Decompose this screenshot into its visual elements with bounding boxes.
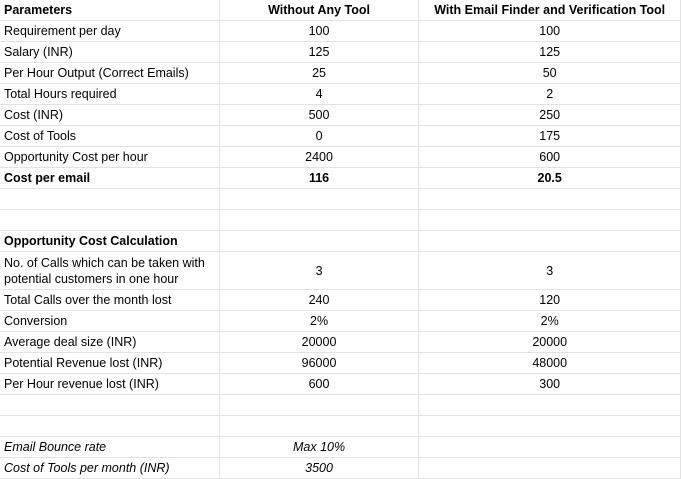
table-row	[0, 290, 680, 311]
table-row	[0, 311, 680, 332]
cell-with[interactable]: 50	[542, 66, 557, 80]
row-label[interactable]: Potential Revenue lost (INR)	[0, 353, 220, 373]
note-row	[0, 437, 680, 458]
empty-row	[0, 395, 680, 416]
cell-with[interactable]: 300	[539, 377, 561, 391]
empty-cell[interactable]	[0, 395, 220, 415]
empty-cell[interactable]	[220, 416, 420, 436]
row-label[interactable]: Salary (INR)	[0, 42, 220, 62]
opportunity-title[interactable]: Opportunity Cost Calculation	[0, 231, 220, 251]
cell-without[interactable]: 125	[220, 42, 420, 62]
note-label[interactable]: Email Bounce rate	[0, 437, 220, 457]
empty-cell[interactable]	[419, 210, 680, 230]
cell-with[interactable]: 2	[546, 87, 554, 101]
cell-without[interactable]: 25	[220, 63, 420, 83]
cell-without[interactable]: 3	[220, 252, 420, 289]
cell-without[interactable]: 240	[220, 290, 420, 310]
note-label[interactable]: Cost of Tools per month (INR)	[0, 458, 220, 478]
empty-cell[interactable]	[419, 437, 680, 457]
cell-with[interactable]: 2%	[540, 314, 559, 328]
row-label[interactable]: Average deal size (INR)	[0, 332, 220, 352]
row-label[interactable]: Cost (INR)	[0, 105, 220, 125]
empty-cell[interactable]	[419, 416, 680, 436]
table-row	[0, 332, 680, 353]
cell-without[interactable]: 4	[220, 84, 420, 104]
row-label[interactable]: Opportunity Cost per hour	[0, 147, 220, 167]
note-value[interactable]: Max 10%	[220, 437, 420, 457]
note-row	[0, 458, 680, 479]
note-value[interactable]: 3500	[220, 458, 420, 478]
cell-with[interactable]: 48000	[532, 356, 568, 370]
cell-without[interactable]: 2400	[220, 147, 420, 167]
cell-with[interactable]: 3	[546, 263, 554, 278]
header-parameters[interactable]: Parameters	[0, 0, 220, 20]
empty-row	[0, 210, 680, 231]
row-label[interactable]: No. of Calls which can be taken with potential customers in one hour	[0, 252, 220, 289]
table-row	[0, 252, 680, 290]
header-with-tool[interactable]: With Email Finder and Verification Tool	[434, 3, 666, 17]
empty-row	[0, 416, 680, 437]
empty-cell[interactable]	[220, 189, 420, 209]
table-row	[0, 374, 680, 395]
cell-with[interactable]: 20.5	[537, 171, 562, 185]
row-label[interactable]: Conversion	[0, 311, 220, 331]
empty-cell[interactable]	[0, 210, 220, 230]
cell-without[interactable]: 0	[220, 126, 420, 146]
row-label[interactable]: Cost of Tools	[0, 126, 220, 146]
empty-cell[interactable]	[0, 189, 220, 209]
empty-cell[interactable]	[419, 458, 680, 478]
row-label[interactable]: Total Hours required	[0, 84, 220, 104]
table-row	[0, 84, 680, 105]
cell-with[interactable]: 100	[539, 24, 561, 38]
header-row	[0, 0, 680, 21]
table-row	[0, 105, 680, 126]
cell-without[interactable]: 116	[220, 168, 420, 188]
cell-with[interactable]: 600	[539, 150, 561, 164]
row-label[interactable]: Per Hour revenue lost (INR)	[0, 374, 220, 394]
table-row	[0, 147, 680, 168]
empty-cell[interactable]	[220, 395, 420, 415]
cell-with[interactable]: 125	[539, 45, 561, 59]
section-title-row	[0, 231, 680, 252]
cell-with[interactable]: 250	[539, 108, 561, 122]
empty-row	[0, 189, 680, 210]
cell-without[interactable]: 96000	[220, 353, 420, 373]
empty-cell[interactable]	[220, 231, 420, 251]
cell-with[interactable]: 120	[539, 293, 561, 307]
header-without-tool[interactable]: Without Any Tool	[220, 0, 420, 20]
cell-without[interactable]: 500	[220, 105, 420, 125]
row-label[interactable]: Per Hour Output (Correct Emails)	[0, 63, 220, 83]
table-row	[0, 42, 680, 63]
table-row	[0, 63, 680, 84]
empty-cell[interactable]	[0, 416, 220, 436]
row-label[interactable]: Cost per email	[0, 168, 220, 188]
empty-cell[interactable]	[419, 395, 680, 415]
table-row	[0, 126, 680, 147]
empty-cell[interactable]	[419, 189, 680, 209]
table-row	[0, 168, 680, 189]
table-row	[0, 353, 680, 374]
empty-cell[interactable]	[220, 210, 420, 230]
cell-without[interactable]: 600	[220, 374, 420, 394]
cell-without[interactable]: 2%	[220, 311, 420, 331]
empty-cell[interactable]	[419, 231, 680, 251]
row-label[interactable]: Requirement per day	[0, 21, 220, 41]
cell-without[interactable]: 20000	[220, 332, 420, 352]
row-label[interactable]: Total Calls over the month lost	[0, 290, 220, 310]
table-row	[0, 21, 680, 42]
cell-with[interactable]: 20000	[532, 335, 568, 349]
cell-without[interactable]: 100	[220, 21, 420, 41]
cell-with[interactable]: 175	[539, 129, 561, 143]
